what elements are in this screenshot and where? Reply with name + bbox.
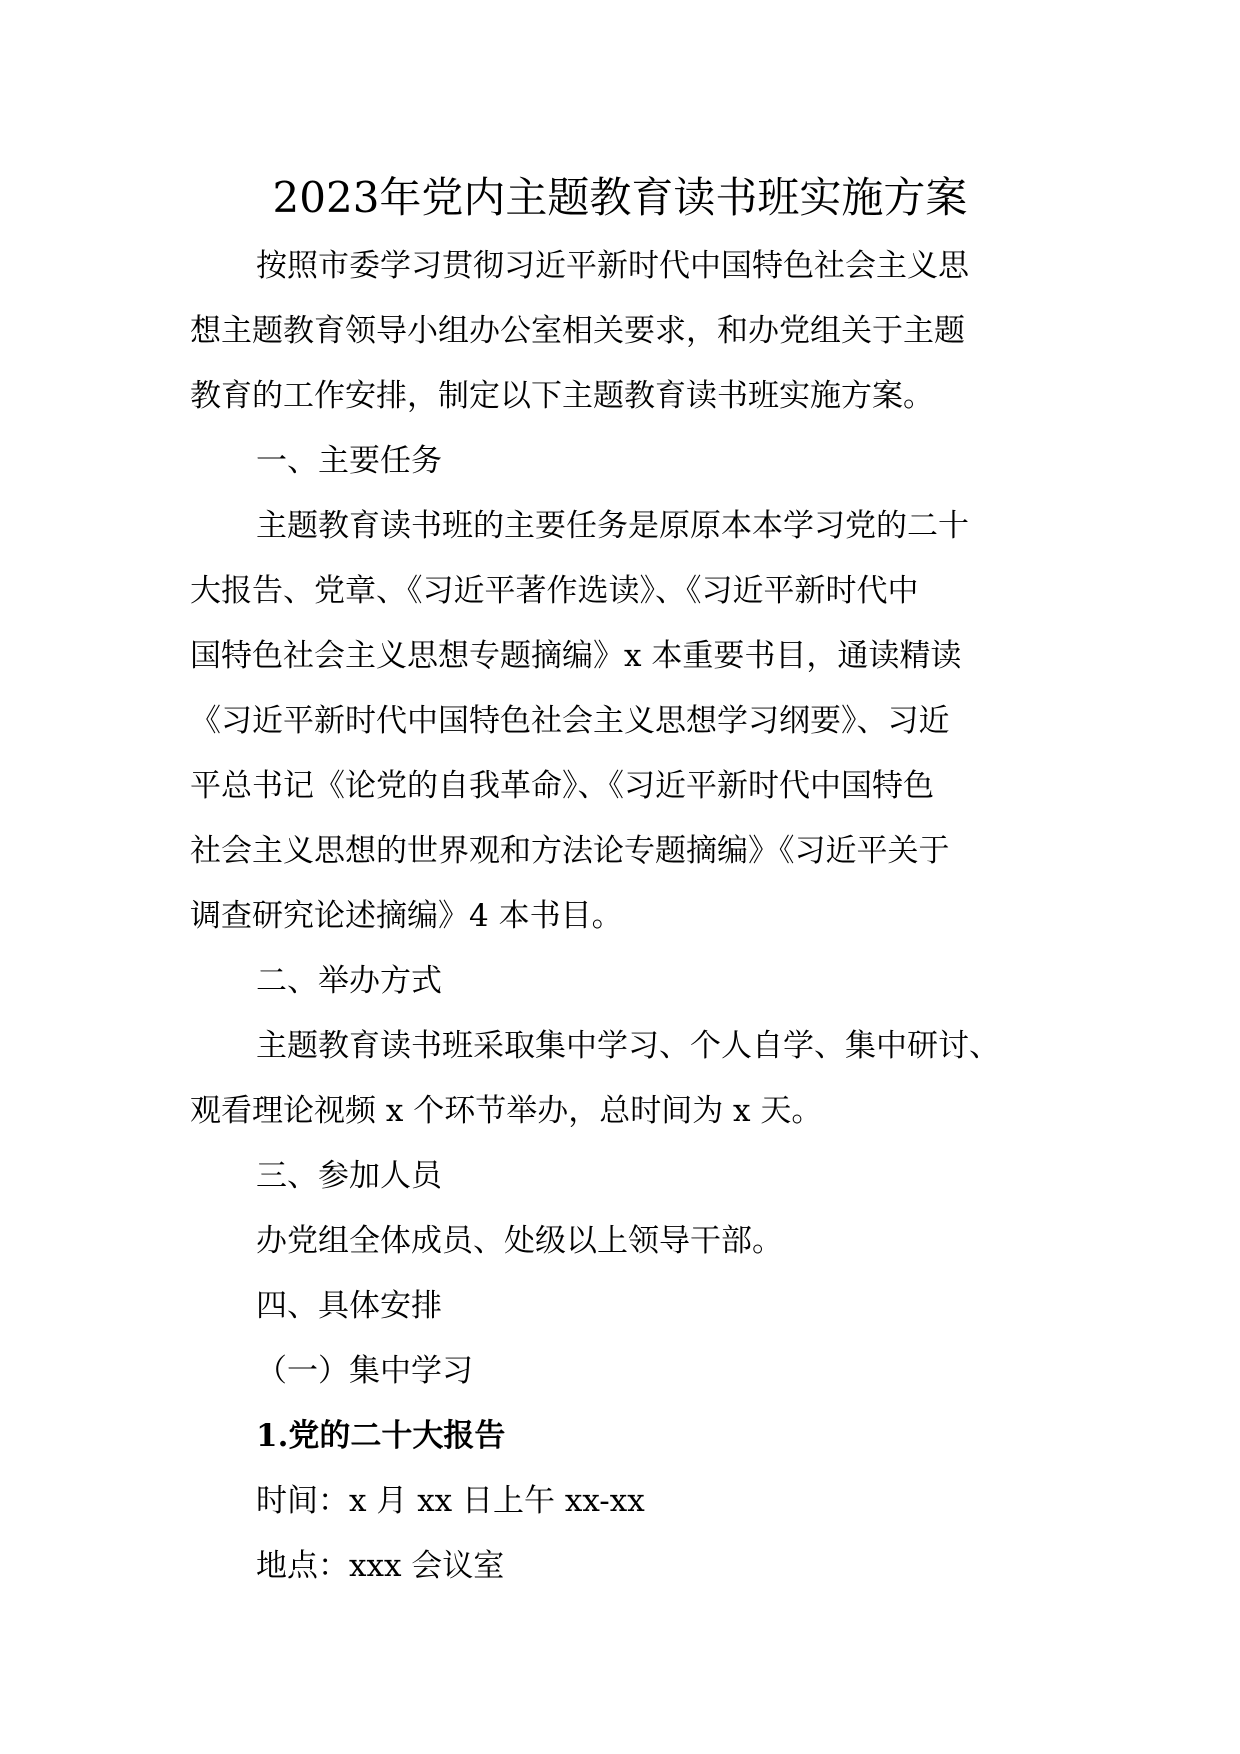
document-body [190,234,1060,1599]
body-line: 社会主义思想的世界观和方法论专题摘编》《习近平关于 [190,833,950,869]
section-heading-tasks: 一、主要任务 [256,443,442,479]
section-heading-participants: 三、参加人员 [256,1158,442,1194]
section-heading-arrangement: 四、具体安排 [256,1288,442,1324]
body-line: 办党组全体成员、处级以上领导干部。 [256,1223,783,1259]
body-line: 主题教育读书班的主要任务是原原本本学习党的二十 [256,508,969,544]
body-line: 主题教育读书班采取集中学习、个人自学、集中研讨、 [256,1028,1000,1064]
body-line: 国特色社会主义思想专题摘编》x 本重要书目，通读精读 [190,638,962,674]
body-line: 教育的工作安排，制定以下主题教育读书班实施方案。 [190,378,934,414]
body-line: 大报告、党章、《习近平著作选读》、《习近平新时代中 [190,573,919,609]
body-line: 按照市委学习贯彻习近平新时代中国特色社会主义思 [256,248,969,284]
location-line: 地点：xxx 会议室 [256,1548,505,1584]
body-line: 《习近平新时代中国特色社会主义思想学习纲要》、习近 [190,703,950,739]
section-heading-format: 二、举办方式 [256,963,442,999]
body-line: 想主题教育领导小组办公室相关要求，和办党组关于主题 [190,313,965,349]
body-line: 观看理论视频 x 个环节举办，总时间为 x 天。 [190,1093,823,1129]
subsection-heading-study: （一）集中学习 [256,1353,473,1389]
item-heading-report: 1.党的二十大报告 [256,1418,506,1454]
document-title: 2023年党内主题教育读书班实施方案 [272,173,968,222]
body-line: 平总书记《论党的自我革命》、《习近平新时代中国特色 [190,768,934,804]
body-line: 调查研究论述摘编》4 本书目。 [190,898,623,934]
time-line: 时间：x 月 xx 日上午 xx-xx [256,1483,645,1519]
